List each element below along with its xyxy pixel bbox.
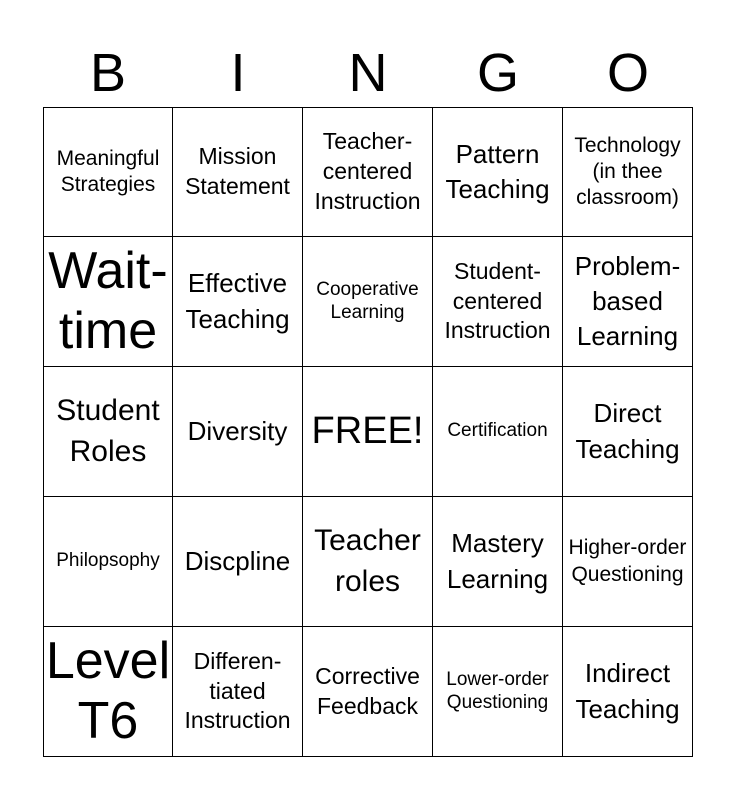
bingo-board (43, 107, 693, 757)
bingo-cell[interactable] (43, 107, 173, 237)
bingo-cell-text: Corrective Feedback (315, 662, 420, 719)
bingo-header (43, 40, 693, 106)
bingo-cell-text: Pattern Teaching (445, 138, 550, 204)
header-letter-b: B (89, 43, 127, 103)
bingo-cell[interactable] (43, 627, 173, 757)
bingo-cell-text: Teacher roles (314, 524, 421, 598)
bingo-cell[interactable] (43, 367, 173, 497)
bingo-cell-text: Wait-time (48, 241, 168, 360)
header-letter-n: N (348, 43, 388, 103)
header-letter-i: I (230, 43, 246, 103)
bingo-cell-text: Certification (447, 420, 548, 442)
bingo-cell[interactable] (173, 627, 303, 757)
bingo-cell[interactable] (563, 237, 693, 367)
bingo-cell-text: Philopsophy (56, 550, 160, 572)
bingo-cell-text: Student Roles (56, 394, 160, 468)
bingo-cell-text: Effective Teaching (185, 268, 290, 334)
bingo-cell[interactable] (173, 367, 303, 497)
bingo-cell[interactable] (43, 497, 173, 627)
bingo-cell-text: Meaningful Strategies (56, 146, 160, 196)
bingo-cell[interactable] (433, 107, 563, 237)
bingo-cell-text: Diversity (187, 415, 288, 446)
bingo-cell-text: Direct Teaching (575, 398, 680, 464)
bingo-cell-text: Higher-order Questioning (568, 536, 687, 586)
bingo-cell-text: FREE! (311, 409, 424, 452)
bingo-cell[interactable] (173, 107, 303, 237)
bingo-cell-text: Teacher-centered Instruction (314, 128, 421, 214)
bingo-cell[interactable] (303, 497, 433, 627)
bingo-cell[interactable] (433, 367, 563, 497)
bingo-cell[interactable] (303, 237, 433, 367)
bingo-cell-text: Lower-order Questioning (446, 668, 549, 713)
bingo-cell-text: Indirect Teaching (575, 658, 680, 724)
bingo-cell[interactable] (173, 497, 303, 627)
bingo-cell[interactable] (303, 627, 433, 757)
bingo-cell[interactable] (563, 497, 693, 627)
bingo-cell[interactable] (173, 237, 303, 367)
bingo-cell[interactable] (43, 237, 173, 367)
bingo-cell-text: Mission Statement (185, 143, 290, 199)
bingo-cell-text: Problem-based Learning (574, 250, 681, 352)
bingo-cell-text: Cooperative Learning (316, 278, 419, 323)
bingo-cell-text: Level T6 (45, 631, 171, 750)
bingo-cell[interactable] (563, 367, 693, 497)
bingo-cell-text: Student-centered Instruction (444, 257, 551, 344)
bingo-cell-text: Mastery Learning (446, 528, 549, 594)
bingo-cell[interactable] (433, 497, 563, 627)
header-letter-o: O (606, 43, 649, 103)
bingo-cell[interactable] (433, 627, 563, 757)
bingo-cell[interactable] (563, 627, 693, 757)
header-letter-g: G (476, 43, 519, 103)
bingo-cell[interactable] (433, 237, 563, 367)
bingo-cell-text: Technology (in thee classroom) (574, 133, 681, 210)
bingo-cell-text: Differen-tiated Instruction (184, 647, 291, 734)
bingo-cell[interactable] (563, 107, 693, 237)
bingo-cell-text: Discpline (184, 545, 291, 576)
bingo-cell[interactable] (303, 367, 433, 497)
bingo-cell[interactable] (303, 107, 433, 237)
